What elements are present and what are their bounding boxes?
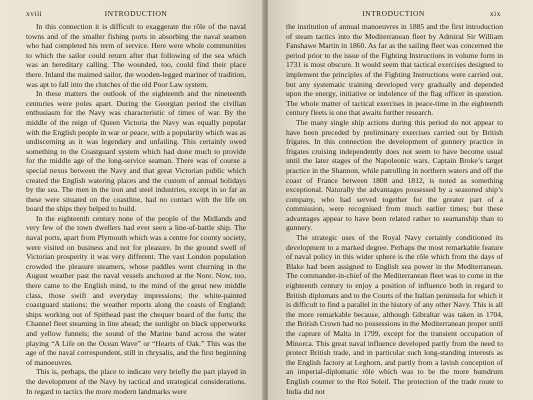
right-page-body xyxy=(286,22,503,400)
paragraph: the institution of annual manoeuvres in 1885 and the first introduction of steam tactics into the Mediterranean fleet by Admiral Sir William Fanshawe Martin in 1860. As far as the sailing fleet was concerned the period prior to the issue of the Fighting Instructions in volume form in 1731 is most obscure. It would seem that tactical exercises designed to implement the principles of the Fighting Instructions were carried out, but any systematic training developed very gradually and depended upon the energy, initiative or indolence of the flag officer in question. The whole matter of tactical exercises in peace-time in the eighteenth century fleets is one that awaits further research. xyxy=(286,22,503,118)
paragraph: In these matters the outlook of the eighteenth and the nineteenth centuries were poles apart. During the Georgian period the civilian enthusiasm for the Navy was characteristic of times of war. By the middle of the reign of Queen Victoria the Navy was equally popular with the English people in war or peace, with a popularity which was as undiscerning as it was legendary and unfailing. This certainly owed something to the Coastguard system which had done much to provide for the middle age of the long-service seaman. There was of course a special nexus between the Navy and that great Victorian public which created the English watering places and the custom of annual holidays by the sea. The men in the iron and steel industries, except in so far as these were situated on the coastline, had no contact with the life on board the ships they helped to build. xyxy=(26,89,246,214)
paragraph: In this connection it is difficult to exaggerate the rôle of the naval towns and of the smaller fishing ports in absorbing the naval seamen who had completed his term of service. Here were whole communities to which the sailor could return after that following of the sea which was an hereditary calling. The wounded, too, could find their place there. Inland the maimed sailor, the wooden-legged mariner of tradition, was apt to fall into the clutches of the old Poor Law system. xyxy=(26,22,246,89)
paragraph: This is, perhaps, the place to indicate very briefly the part played in the development of the Navy by tactical and strategical considerations. In regard to tactics the more modern landmarks were xyxy=(26,367,246,396)
paragraph: The strategic uses of the Royal Navy certainly conditioned its development to a marked degree. Perhaps the most remarkable feature of naval policy in this wider sphere is the rôle which from the days of Blake had been assigned to English sea power in the Mediterranean. The commander-in-chief of the Mediterranean fleet was to come in the eighteenth century to enjoy a position of influence both in regard to British diplomats and to the Courts of the Italian peninsula for which it is difficult to find a parallel in the history of any other Navy. This is all the more remarkable because, although Gibraltar was taken in 1704, the British Crown had no possessions in the Mediterranean proper until the capture of Malta in 1799, except for the transient occupation of Minorca. This great naval influence developed partly from the need to protect British trade, and in particular such long-standing interests as the English factory at Leghorn, and partly from a lavish conception of an imperial-diplomatic rôle which was to be the more humdrum English counter to the Roi Soleil. The protection of the trade route to India did not xyxy=(286,233,503,396)
running-head: INTRODUCTION xyxy=(104,9,168,18)
running-head: INTRODUCTION xyxy=(362,9,425,18)
right-page xyxy=(268,0,533,400)
page-number: xviii xyxy=(26,9,43,18)
left-page-body xyxy=(26,22,246,400)
left-page-header xyxy=(26,9,246,19)
left-page xyxy=(0,0,264,400)
right-page-header xyxy=(286,9,501,19)
paragraph: In the eighteenth century none of the people of the Midlands and very few of the town dwellers had ever seen a line-of-battle ship. The naval ports, apart from Plymouth which was a centre for county society, were visited on business and not for pleasure. In the ground swell of Victorian prosperity it was very different. The vast London population crowded the pleasure steamers, whose paddles went churning in the August weather past the naval vessels anchored at the Nore. Now, too, there came to the English mind, to the mind of the great new middle class, those swift and everyday impressions; the white-painted coastguard stations; the weather reports along the coasts of England; ships working out of Spithead past the chequer board of the forts; the Channel fleet steaming in line ahead; the sunlight on black upperworks and yellow funnels; the sound of the Marine band across the water playing “A Life on the Ocean Wave” or “Hearts of Oak.” This was the age of the naval correspondent, still in chrysalis, and the first beginning of manoeuvres. xyxy=(26,213,246,367)
page-number: xix xyxy=(489,9,501,18)
paragraph: The many single ship actions during this period do not appear to have been preceded by preliminary exercises carried out by British frigates. In this connection the development of gunnery practice in frigates cruising independently does not seem to have become usual until the later stages of the Napoleonic wars. Captain Broke’s target practice in the Shannon, while patrolling in northern waters and off the coast of France between 1808 and 1812, is noted as something exceptional. Naturally the advantages possessed by a seasoned ship’s company, who had served together for the greater part of a commission, were recognised from much earlier times; but these advantages appear to have been related rather to seamanship than to gunnery. xyxy=(286,117,503,233)
